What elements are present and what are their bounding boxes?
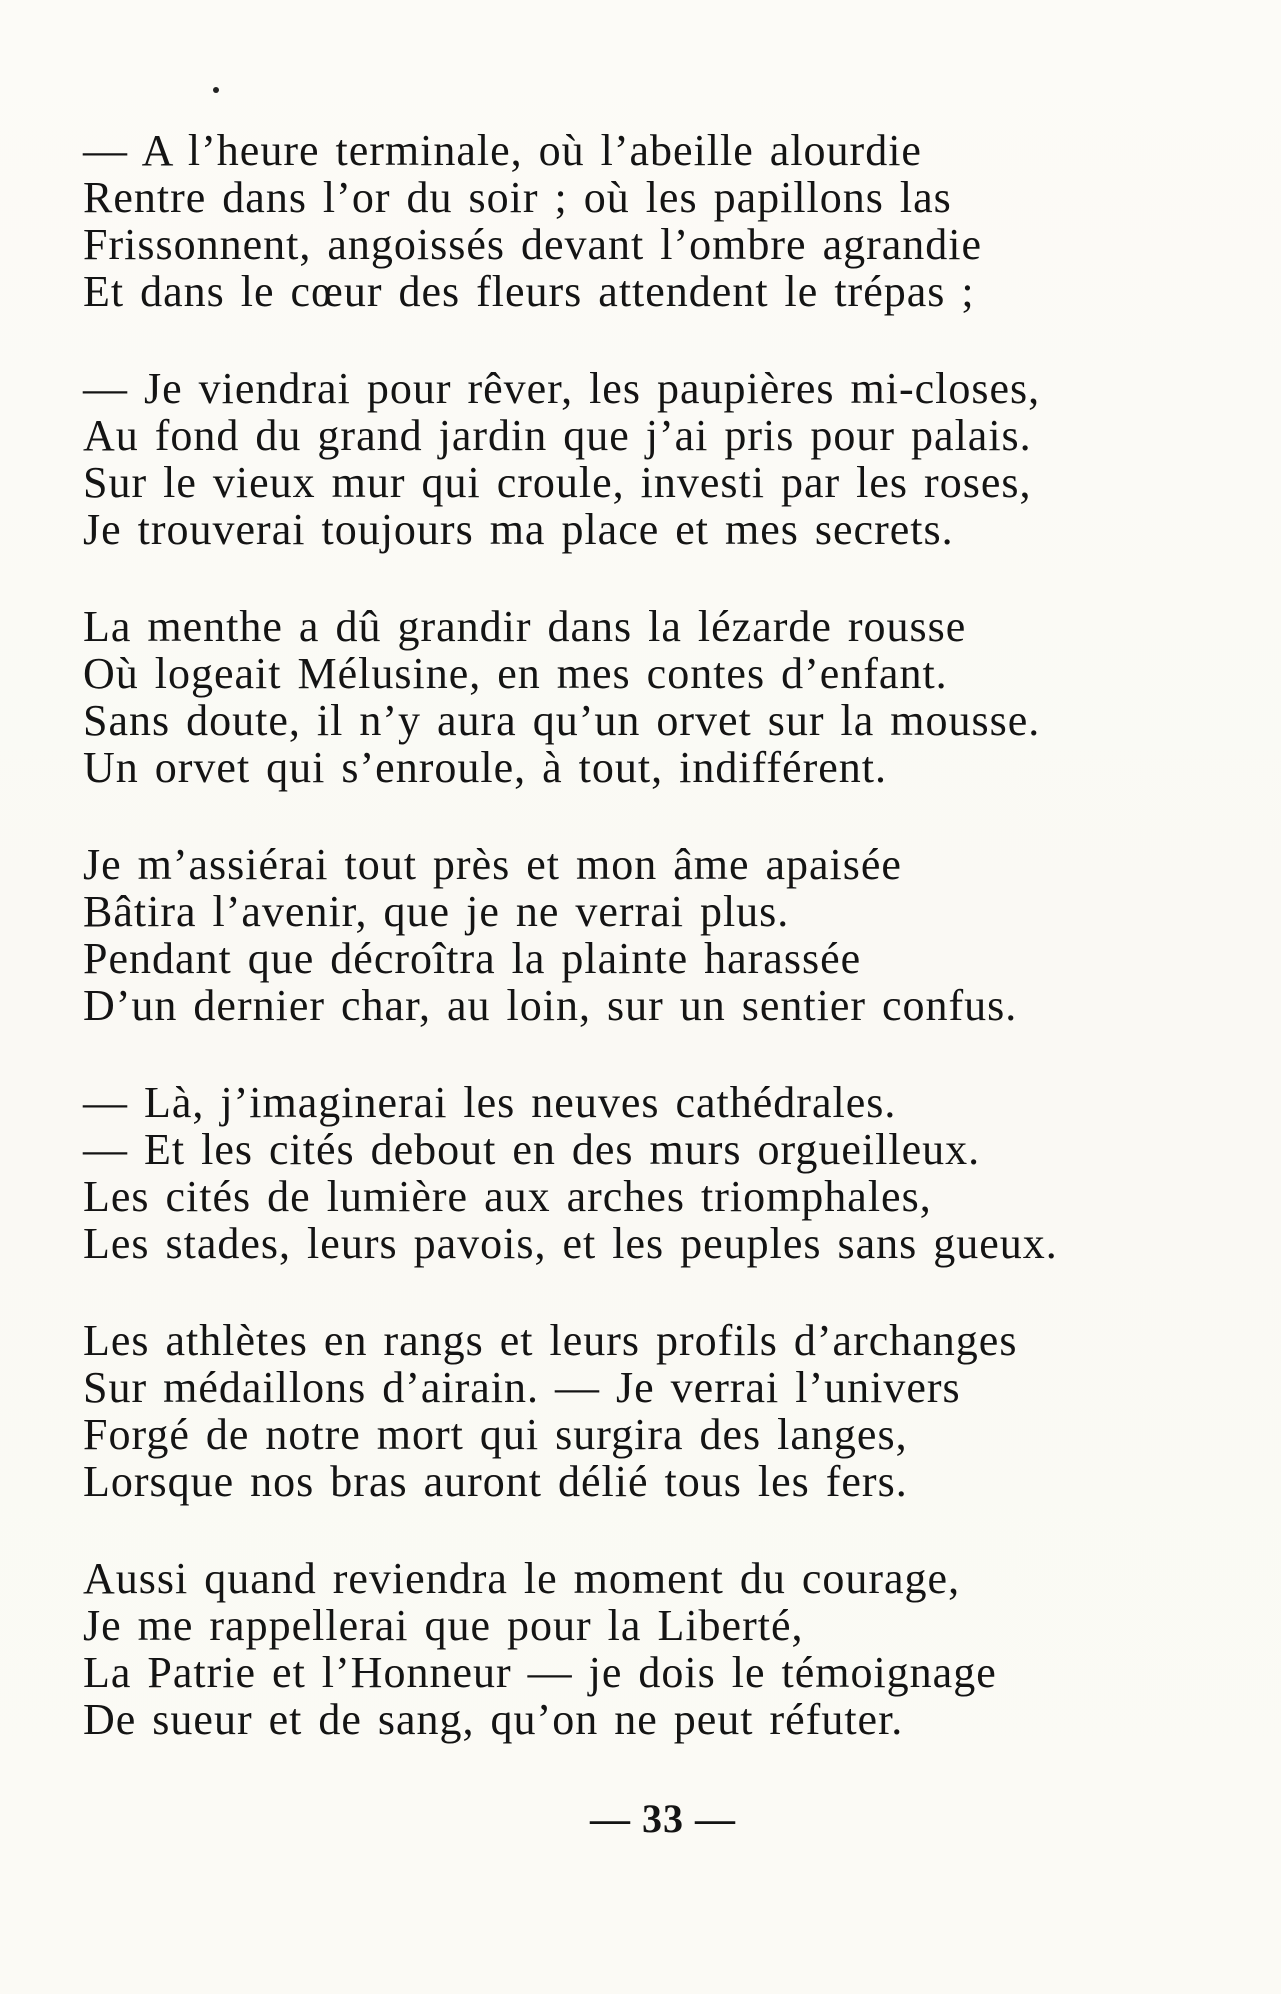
verse-line: Et dans le cœur des fleurs attendent le trépas ; [83, 267, 975, 316]
page-number: — 33 — [590, 1796, 736, 1841]
verse-line: Forgé de notre mort qui surgira des langes, [83, 1410, 908, 1459]
verse-line: Au fond du grand jardin que j’ai pris pour palais. [83, 411, 1032, 460]
verse-line: La menthe a dû grandir dans la lézarde rousse [83, 602, 967, 651]
verse-line: Je m’assiérai tout près et mon âme apaisée [83, 840, 902, 889]
verse-line: Un orvet qui s’enroule, à tout, indifférent. [83, 743, 887, 792]
verse-line: Frissonnent, angoissés devant l’ombre agrandie [83, 220, 983, 269]
stanza-2 [83, 365, 1233, 553]
stanza-3 [83, 603, 1233, 791]
verse-line: Où logeait Mélusine, en mes contes d’enfant. [83, 649, 948, 698]
verse-line: — Et les cités debout en des murs orgueilleux. [83, 1125, 981, 1174]
verse-line: Sur le vieux mur qui croule, investi par les roses, [83, 458, 1032, 507]
verse-line: De sueur et de sang, qu’on ne peut réfuter. [83, 1695, 904, 1744]
verse-line: Rentre dans l’or du soir ; où les papillons las [83, 173, 952, 222]
verse-line: — Là, j’imaginerai les neuves cathédrales. [83, 1078, 897, 1127]
verse-line: La Patrie et l’Honneur — je dois le témoignage [83, 1648, 997, 1697]
verse-line: Je me rappellerai que pour la Liberté, [83, 1601, 804, 1650]
verse-line: D’un dernier char, au loin, sur un sentier confus. [83, 981, 1018, 1030]
verse-line: — A l’heure terminale, où l’abeille alourdie [83, 126, 922, 175]
verse-line: Pendant que décroîtra la plainte harassée [83, 934, 862, 983]
verse-line: Sans doute, il n’y aura qu’un orvet sur la mousse. [83, 696, 1041, 745]
verse-line: Sur médaillons d’airain. — Je verrai l’univers [83, 1363, 961, 1412]
verse-line: Les athlètes en rangs et leurs profils d’archanges [83, 1316, 1018, 1365]
verse-line: Bâtira l’avenir, que je ne verrai plus. [83, 887, 790, 936]
verse-line: Les stades, leurs pavois, et les peuples sans gueux. [83, 1219, 1058, 1268]
stanza-5 [83, 1079, 1233, 1267]
stanza-1 [83, 127, 1233, 315]
verse-line: Lorsque nos bras auront délié tous les fers. [83, 1457, 908, 1506]
stanza-4 [83, 841, 1233, 1029]
verse-line: Aussi quand reviendra le moment du courage, [83, 1554, 961, 1603]
poem [83, 127, 1233, 1793]
stanza-6 [83, 1317, 1233, 1505]
verse-line: — Je viendrai pour rêver, les paupières mi-closes, [83, 364, 1041, 413]
verse-line: Les cités de lumière aux arches triomphales, [83, 1172, 932, 1221]
verse-line: Je trouverai toujours ma place et mes secrets. [83, 505, 954, 554]
stanza-7 [83, 1555, 1233, 1743]
ink-speck [213, 87, 219, 93]
